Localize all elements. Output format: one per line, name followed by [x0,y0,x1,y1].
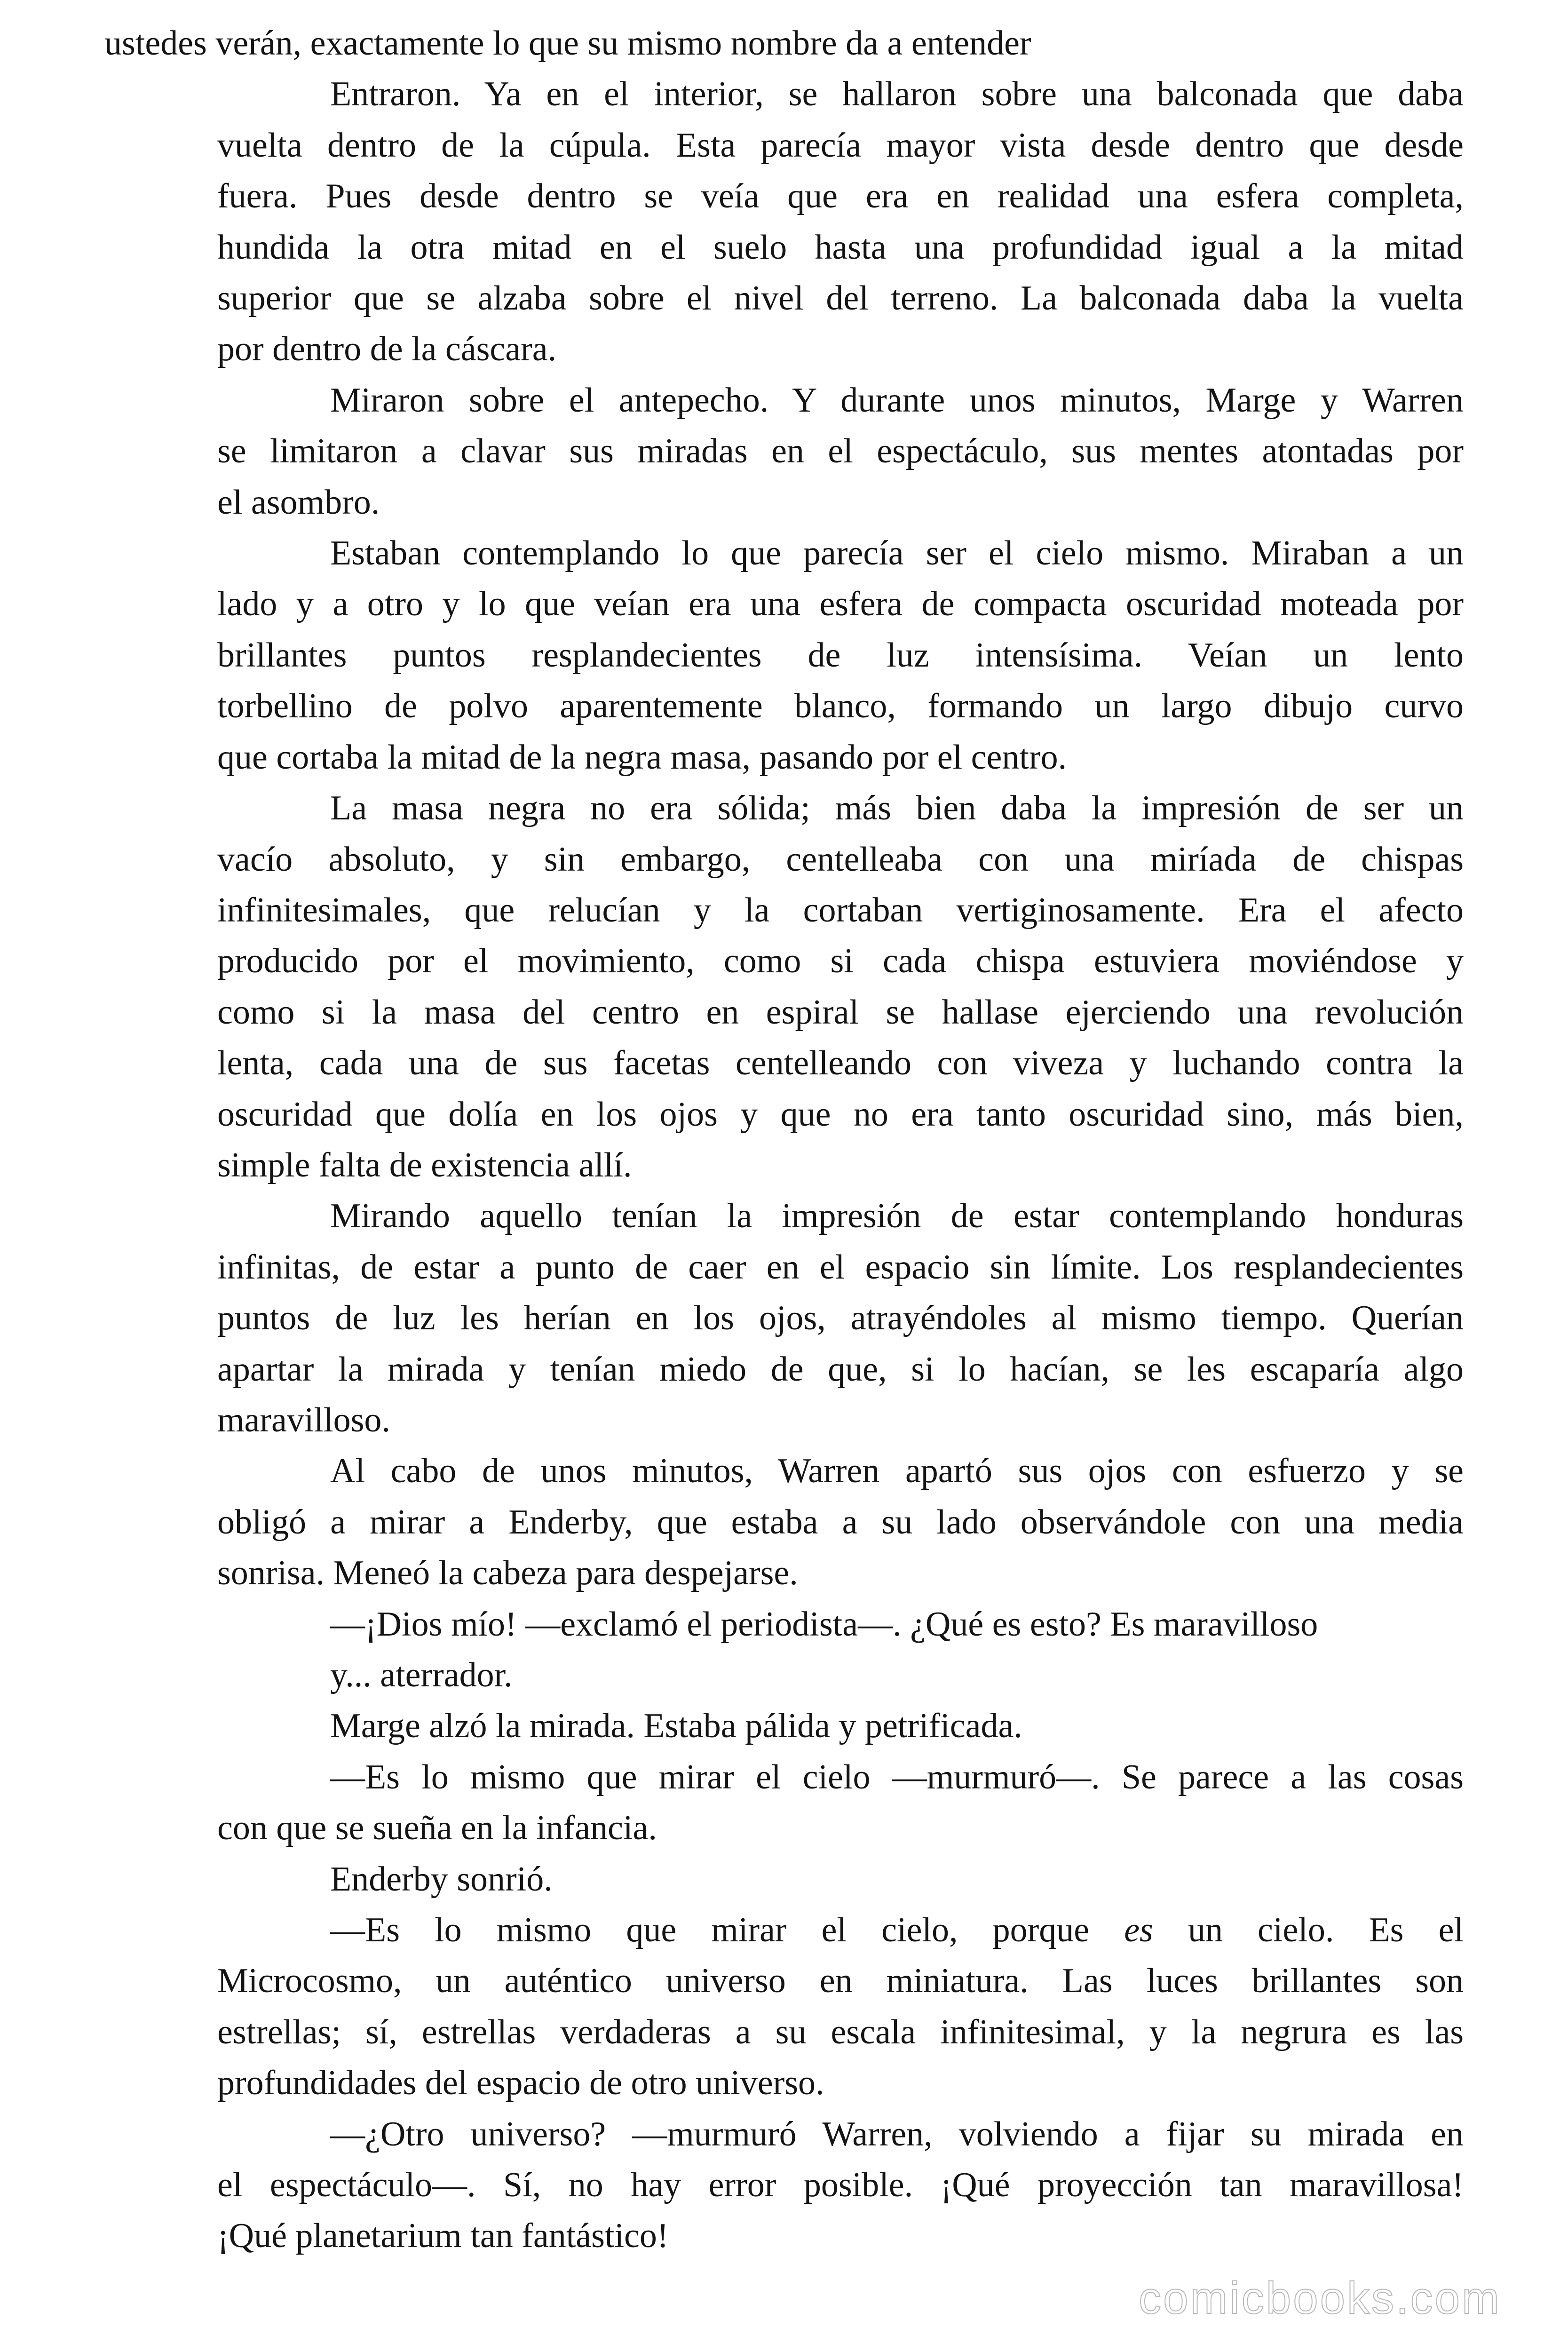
paragraph [104,1752,1464,1854]
text-line: ¡Qué planetarium tan fantástico! [217,2217,669,2256]
text-segment: un cielo. Es el [1153,1911,1464,1950]
text-line: vacío absoluto, y sin embargo, centelleaba con una miríada de chispas [217,840,1464,879]
text-line: por dentro de la cáscara. [217,330,557,369]
text-line: lenta, cada una de sus facetas centelleando con viveza y luchando contra la [217,1044,1464,1083]
text-line: maravilloso. [217,1400,390,1439]
text-line: La masa negra no era sólida; más bien daba la impresión de ser un [330,789,1464,828]
paragraph [104,1599,1464,1650]
text-line: —Es lo mismo que mirar el cielo —murmuró—. Se parece a las cosas [330,1757,1464,1796]
text-line: con que se sueña en la infancia. [217,1809,657,1848]
text-line: y... aterrador. [330,1656,513,1694]
text-line: producido por el movimiento, como si cada chispa estuviera moviéndose y [217,942,1464,981]
text-line: fuera. Pues desde dentro se veía que era en realidad una esfera completa, [217,177,1464,216]
text-line: —¿Otro universo? —murmuró Warren, volviendo a fijar su mirada en [330,2114,1464,2153]
text-line: superior que se alzaba sobre el nivel del terreno. La balconada daba la vuelta [217,279,1464,318]
text-line: profundidades del espacio de otro universo. [217,2064,824,2103]
text-line: estrellas; sí, estrellas verdaderas a su escala infinitesimal, y la negrura es las [217,2012,1464,2051]
paragraph [104,1905,1464,2109]
text-line: Miraron sobre el antepecho. Y durante unos minutos, Marge y Warren [330,381,1464,420]
text-line: Enderby sonrió. [330,1859,553,1899]
paragraph [104,1650,1464,1700]
text-line: el espectáculo—. Sí, no hay error posible. ¡Qué proyección tan maravillosa! [217,2166,1464,2205]
text-line: que cortaba la mitad de la negra masa, pasando por el centro. [217,738,1067,777]
paragraph [104,18,1464,69]
text-segment: —Es lo mismo que mirar el cielo, porque [330,1911,1125,1950]
paragraph [104,783,1464,1191]
text-line: Mirando aquello tenían la impresión de estar contemplando honduras [330,1197,1464,1236]
text-line: infinitas, de estar a punto de caer en el espacio sin límite. Los resplandecientes [217,1248,1464,1287]
emphasis-text: es [1124,1911,1153,1950]
paragraph [104,1854,1464,1905]
paragraph [104,1191,1464,1446]
text-line: Marge alzó la mirada. Estaba pálida y petrificada. [330,1707,1022,1746]
text-line: Estaban contemplando lo que parecía ser el cielo mismo. Miraban a un [330,534,1464,573]
text-line: ustedes verán, exactamente lo que su mismo nombre da a entender [104,24,1031,63]
text-line: simple falta de existencia allí. [217,1145,632,1184]
paragraph [104,1700,1464,1751]
text-line: puntos de luz les herían en los ojos, atrayéndoles al mismo tiempo. Querían [217,1299,1464,1338]
paragraph [104,528,1464,783]
text-line: Al cabo de unos minutos, Warren apartó sus ojos con esfuerzo y se [330,1452,1464,1491]
text-line: apartar la mirada y tenían miedo de que, si lo hacían, se les escaparía algo [217,1350,1464,1389]
text-line: hundida la otra mitad en el suelo hasta una profundidad igual a la mitad [217,228,1464,267]
text-line: Microcosmo, un auténtico universo en miniatura. Las luces brillantes son [217,1962,1464,2001]
text-line: se limitaron a clavar sus miradas en el espectáculo, sus mentes atontadas por [217,432,1464,471]
text-line: como si la masa del centro en espiral se hallase ejerciendo una revolución [217,993,1464,1032]
paragraph [104,2109,1464,2262]
text-line: sonrisa. Meneó la cabeza para despejarse. [217,1554,798,1593]
text-line: torbellino de polvo aparentemente blanco, formando un largo dibujo curvo [217,687,1464,726]
text-line: lado y a otro y lo que veían era una esfera de compacta oscuridad moteada por [217,585,1464,624]
document-page [104,18,1464,2262]
paragraph [104,1446,1464,1598]
paragraph [104,375,1464,528]
text-line [104,1905,1464,1955]
text-line: infinitesimales, que relucían y la cortaban vertiginosamente. Era el afecto [217,890,1464,930]
watermark-text: comicbooks.com [1139,2273,1501,2323]
paragraph [104,69,1464,374]
text-line: oscuridad que dolía en los ojos y que no era tanto oscuridad sino, más bien, [217,1095,1464,1134]
text-line: Entraron. Ya en el interior, se hallaron sobre una balconada que daba [330,75,1464,114]
text-line: brillantes puntos resplandecientes de luz intensísima. Veían un lento [217,636,1464,675]
text-line: el asombro. [217,483,380,522]
text-line: obligó a mirar a Enderby, que estaba a su lado observándole con una media [217,1502,1464,1542]
text-line: vuelta dentro de la cúpula. Esta parecía mayor vista desde dentro que desde [217,126,1464,165]
text-line: —¡Dios mío! —exclamó el periodista—. ¿Qué es esto? Es maravilloso [330,1605,1318,1644]
